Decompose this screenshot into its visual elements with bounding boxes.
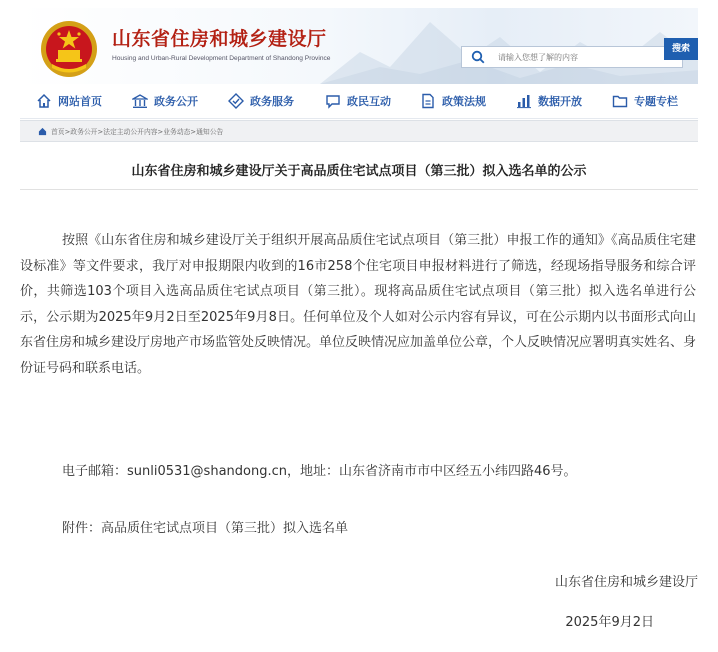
nav-label: 政务服务 [250, 95, 294, 108]
nav-label: 专题专栏 [634, 95, 678, 108]
article-title: 山东省住房和城乡建设厅关于高品质住宅试点项目（第三批）拟入选名单的公示 [131, 164, 587, 179]
contact-line: 电子邮箱：sunli0531@shandong.cn，地址：山东省济南市市中区经五小纬四路46号。 [62, 464, 577, 479]
nav-item-home[interactable] [36, 84, 102, 118]
search-button[interactable]: 搜索 [664, 38, 698, 60]
bar-chart-icon [516, 93, 532, 109]
signature: 山东省住房和城乡建设厅 [554, 575, 698, 590]
chat-bubble-icon [325, 93, 341, 109]
home-icon [36, 93, 52, 109]
search-box[interactable] [461, 46, 683, 68]
nav-item-services[interactable] [228, 84, 294, 118]
site-header [20, 8, 698, 84]
nav-item-open-data[interactable] [516, 84, 582, 118]
attachment-link[interactable]: 附件：高品质住宅试点项目（第三批）拟入选名单 [62, 521, 349, 536]
nav-item-special-topics[interactable] [612, 84, 678, 118]
site-subtitle: Housing and Urban-Rural Development Department of Shandong Province [112, 55, 331, 62]
nav-item-interaction[interactable] [325, 84, 391, 118]
publish-date: 2025年9月2日 [565, 615, 654, 630]
home-icon [38, 127, 47, 136]
title-divider [20, 189, 698, 190]
nav-label: 数据开放 [538, 95, 582, 108]
nav-item-government-affairs[interactable] [132, 84, 198, 118]
body-paragraph: 按照《山东省住房和城乡建设厅关于组织开展高品质住宅试点项目（第三批）申报工作的通知》《高品质住宅建设标准》等文件要求，我厅对申报期限内收到的16市258个住宅项目申报材料进行了筛选，经现场指导服务和综合评价，共筛选103个项目入选高品质住宅试点项目（第三批）。现将高品质住宅试点项目（第三批）拟入选名单进行公示，公示期为2025年9月2日至2025年9月8日。任何单位及个人如对公示内容有异议，可在公示期内以书面形式向山东省住房和城乡建设厅房地产市场监管处反映情况。单位反映情况应加盖单位公章，个人反映情况应署明真实姓名、身份证号码和联系电话。 [20, 233, 697, 376]
government-building-icon [132, 93, 148, 109]
search-input[interactable] [498, 49, 678, 65]
nav-label: 政务公开 [154, 95, 198, 108]
breadcrumb [38, 126, 223, 136]
nav-label: 网站首页 [58, 95, 102, 108]
main-nav [20, 84, 698, 119]
article-body [20, 228, 696, 382]
nav-label: 政民互动 [347, 95, 391, 108]
nav-label: 政策法规 [442, 95, 486, 108]
nav-item-policy[interactable] [420, 84, 486, 118]
search-icon [471, 50, 485, 64]
document-icon [420, 93, 436, 109]
site-title[interactable]: 山东省住房和城乡建设厅 [112, 28, 327, 50]
national-emblem-icon [40, 20, 98, 78]
breadcrumb-bar [20, 120, 698, 142]
service-diamond-icon [228, 93, 244, 109]
folder-icon [612, 93, 628, 109]
breadcrumb-text[interactable]: 首页>政务公开>法定主动公开内容>业务动态>通知公告 [51, 128, 224, 136]
